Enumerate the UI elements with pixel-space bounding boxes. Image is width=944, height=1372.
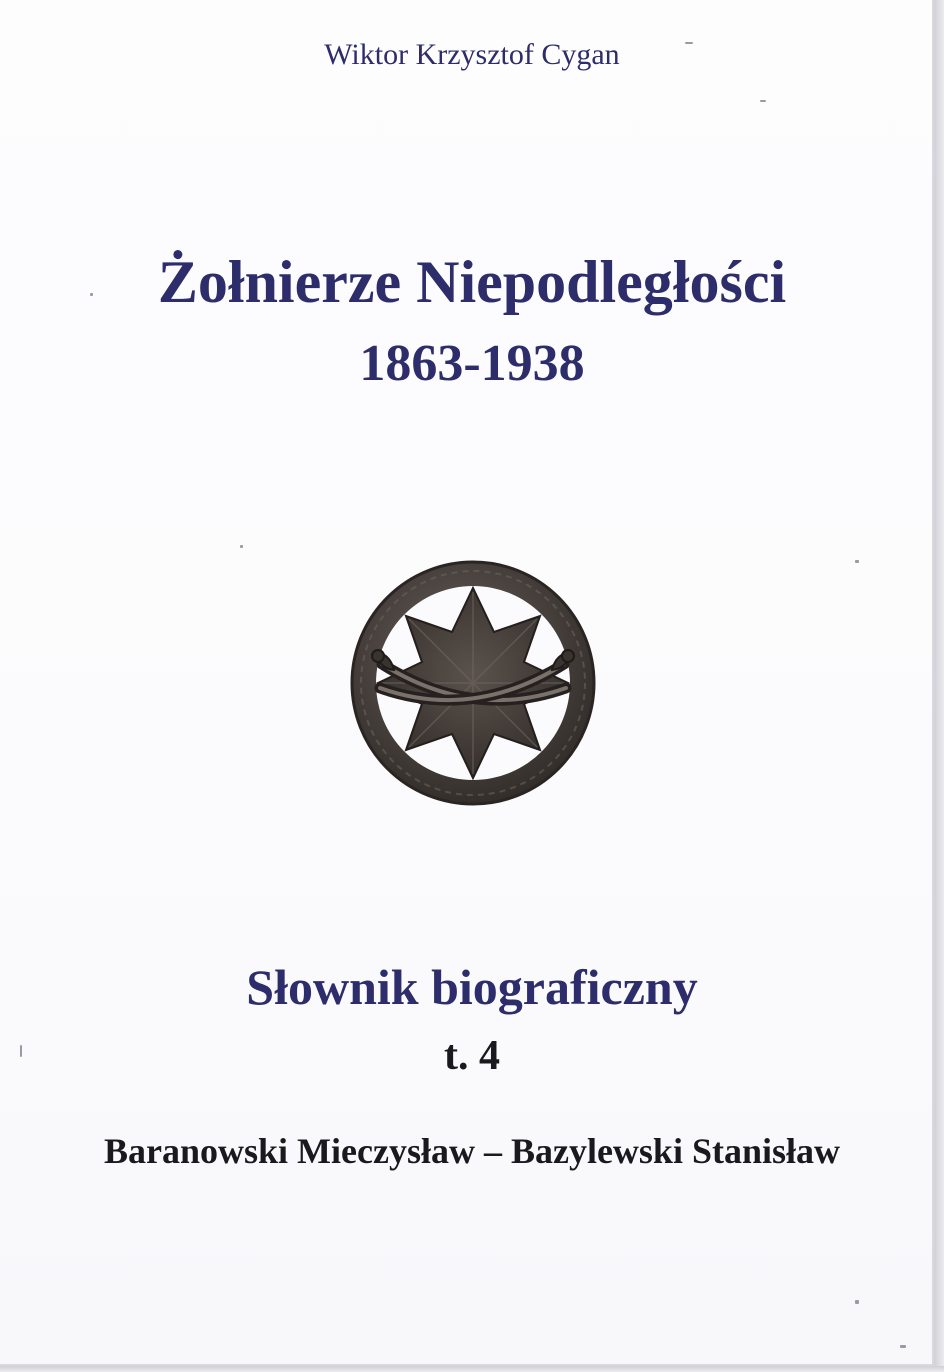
scan-speck — [90, 293, 93, 296]
scan-speck — [900, 1345, 906, 1348]
star-badge-with-crossed-sabres-icon — [348, 556, 598, 810]
volume-number: t. 4 — [444, 1033, 500, 1079]
cover-bottom-shadow — [0, 1366, 944, 1372]
author-name: Wiktor Krzysztof Cygan — [324, 38, 620, 71]
book-years: 1863-1938 — [359, 335, 585, 392]
book-title: Żołnierze Niepodległości — [157, 249, 787, 315]
scan-speck — [685, 42, 693, 44]
scan-speck — [20, 1045, 22, 1057]
entry-range: Baranowski Mieczysław – Bazylewski Stanisław — [103, 1131, 840, 1171]
book-subtitle: Słownik biograficzny — [246, 959, 698, 1015]
scan-speck — [760, 100, 766, 102]
scan-speck — [855, 1300, 859, 1304]
cover-edge-shadow — [934, 0, 944, 1372]
scan-speck — [855, 560, 859, 563]
scan-speck — [240, 545, 243, 548]
